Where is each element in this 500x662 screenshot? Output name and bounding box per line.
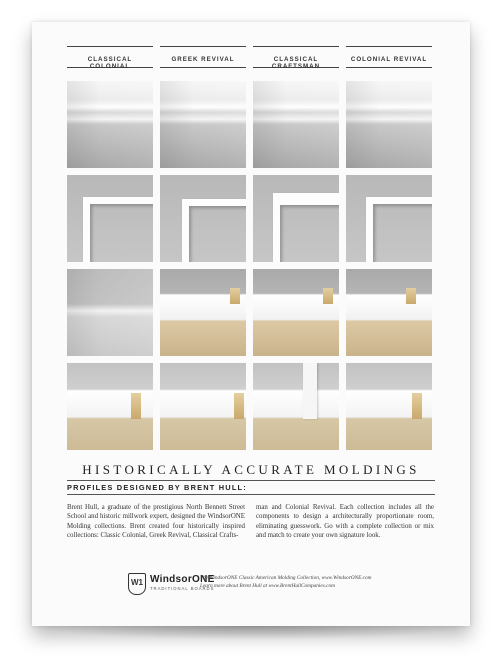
chair-rail-photo (253, 269, 339, 356)
body-text-right: man and Colonial Revival. Each collection includes all the components to design a architecturally proportionate room, eliminating guesswork. Go with a complete collection or mix and match to create your own signature look. (256, 504, 434, 539)
baseboard-photo (253, 363, 339, 450)
crown-molding-photo (160, 81, 246, 168)
column-header-classical-colonial: CLASSICAL COLONIAL (87, 56, 133, 70)
footer-line-1: The WindsorONE Classic American Molding Collection, www.WindsorONE.com (200, 575, 372, 581)
title-rule (67, 480, 435, 481)
casing-photo (253, 175, 339, 262)
shield-icon: W1 (128, 573, 146, 595)
header-rule (253, 46, 339, 47)
section-subtitle: PROFILES DESIGNED BY BRENT HULL: (67, 483, 247, 492)
logo-tagline: TRADITIONAL BOARDS (150, 586, 215, 591)
page-title: HISTORICALLY ACCURATE MOLDINGS (82, 462, 420, 477)
chair-rail-photo (160, 269, 246, 356)
chair-rail-photo (67, 269, 153, 356)
header-rule (160, 46, 246, 47)
header-rule (346, 67, 432, 68)
header-rule (67, 46, 153, 47)
casing-photo (160, 175, 246, 262)
baseboard-photo (67, 363, 153, 450)
baseboard-photo (346, 363, 432, 450)
crown-molding-photo (346, 81, 432, 168)
header-rule (160, 67, 246, 68)
logo-name: WindsorONE (150, 574, 215, 585)
casing-photo (67, 175, 153, 262)
column-header-classical-craftsman: CLASSICAL CRAFTSMAN (271, 56, 321, 70)
body-text-left: Brent Hull, a graduate of the prestigious North Bennett Street School and historic millwork expert, designed the WindsorONE Molding collections. Brent created four historically inspired collections: Classic Colonial, Greek Revival, Classical Crafts- (67, 504, 245, 539)
header-rule (346, 46, 432, 47)
footer-line-2: Learn more about Brent Hull at www.BrentHullCompanies.com (200, 583, 335, 589)
column-header-colonial-revival: COLONIAL REVIVAL (350, 56, 428, 63)
casing-photo (346, 175, 432, 262)
baseboard-photo (160, 363, 246, 450)
column-header-greek-revival: GREEK REVIVAL (171, 56, 235, 63)
chair-rail-photo (346, 269, 432, 356)
crown-molding-photo (253, 81, 339, 168)
crown-molding-photo (67, 81, 153, 168)
subtitle-rule (67, 494, 435, 495)
